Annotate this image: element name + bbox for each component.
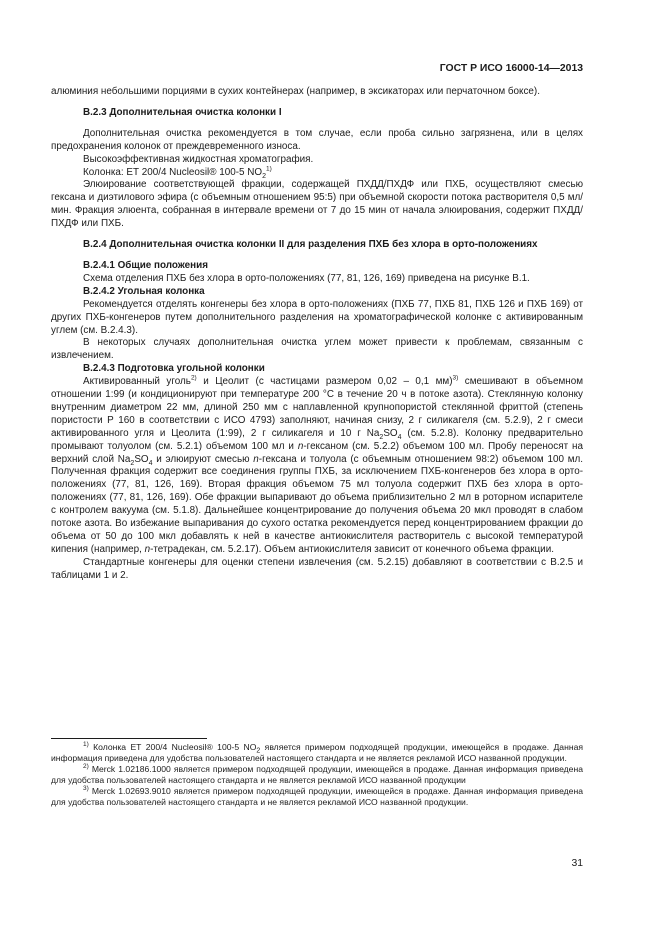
- b243-paragraph-2: Стандартные конгенеры для оценки степени извлечения (см. 5.2.15) добавляют в соответствии с В.2.5 и таблицами 1 и 2.: [51, 556, 583, 581]
- subscript: 4: [397, 433, 402, 441]
- subscript: 2: [130, 459, 135, 467]
- b23-paragraph-2: Высокоэффективная жидкостная хроматография.: [83, 153, 314, 165]
- text-run: -тетрадекан, см. 5.2.17). Объем антиокислителя зависит от конечного объема фракции.: [150, 543, 554, 555]
- column-text: Колонка: ЕТ 200/4 Nucleosil® 100-5 NO: [83, 166, 263, 178]
- subscript: 2: [262, 172, 266, 180]
- footnotes: [51, 742, 583, 808]
- footnote-text: Колонка ЕТ 200/4 Nucleosil® 100-5 NO: [88, 742, 257, 752]
- footnote-text: Merck 1.02693.9010 является примером подходящей продукции, имеющейся в продаже. Данная информация приведена для удобства пользователей настоящего стандарта и не является рекламой ИСО названной продукции.: [51, 786, 583, 807]
- b23-paragraph-1: Дополнительная очистка рекомендуется в том случае, если проба сильно загрязнена, или в целях предохранения колонок от преждевременного износа.: [51, 127, 583, 152]
- text-run: (см. 5.2.8). Колонку предварительно промывают толуолом (см. 5.2.1) объемом 100 мл и: [51, 427, 583, 452]
- footnote-mark: 3): [83, 785, 89, 793]
- italic-n: n: [297, 440, 304, 452]
- section-b24-heading: В.2.4 Дополнительная очистка колонки II для разделения ПХБ без хлора в орто-положениях: [83, 239, 538, 251]
- footnote-3: [51, 786, 583, 808]
- b243-paragraph-1: [51, 376, 583, 557]
- text-run: и элюируют смесью: [152, 453, 254, 465]
- footnote-divider: [51, 738, 207, 739]
- section-b23-heading: В.2.3 Дополнительная очистка колонки I: [83, 106, 282, 118]
- section-b243-heading: В.2.4.3 Подготовка угольной колонки: [83, 363, 265, 375]
- section-b241-heading: В.2.4.1 Общие положения: [83, 259, 208, 271]
- footnote-2: [51, 764, 583, 786]
- footnote-text: является примером подходящей продукции, имеющейся в продаже. Данная информация приведена для удобства пользователей настоящего стандарта и не является рекламой ИСО названной продукции.: [51, 742, 584, 763]
- b241-paragraph: Схема отделения ПХБ без хлора в орто-положениях (77, 81, 126, 169) приведена на рисунке В.1.: [83, 272, 530, 284]
- footnote-1: [51, 742, 583, 764]
- footnote-ref: 2): [190, 374, 197, 382]
- section-b242-heading: В.2.4.2 Угольная колонка: [83, 285, 205, 297]
- subscript: 2: [379, 433, 384, 441]
- text-run: и Цеолит (с частицами размером 0,02 – 0,1 мм): [196, 376, 453, 388]
- text-run: смешивают в объемном отношении 1:99 (и кондиционируют при температуре 200 °С в течение 20 ч в потоке азота). Стеклянную колонку внутренним диаметром 22 мм, длиной 250 мм с наплавленной крупнопористой стеклянной фриттой (степень пористости Р 160 в соответствии с ИСО 4793) заполняют, начиная снизу, 2 г силикагеля (см. 5.2.9), 2 г смеси активированного угля и Цеолита (1:99), 2 г силикагеля и 10 г Na: [51, 376, 583, 439]
- italic-n: n: [144, 543, 151, 555]
- subscript: 4: [148, 459, 153, 467]
- text-run: -гексана и толуола (с объемным отношением 98:2) объемом 100 мл. Полученная фракция содержит все соединения группы ПХБ, за исключением ПХБ-конгенеров без хлора в орто-положениях (77, 81, 126, 169). Вторая фракция объемом 75 мл толуола содержит ПХБ без хлора в орто-положениях (77, 81, 126, 169). Обе фракции выпаривают до объема приблизительно 2 мл в роторном испарителе с контролем вакуума (см. 5.1.8). Дальнейшее концентрирование до получения объема 20 мкл проводят в слабом потоке азота. Во избежание выпаривания до сухого остатка рекомендуется перед концентрированием фракции до объема от 50 до 100 мкл добавлять к ней в качестве антиокислителя растворитель с высокой температурой кипения (например,: [51, 453, 583, 555]
- subscript: 2: [256, 747, 261, 755]
- page-content: [51, 86, 583, 583]
- footnote-ref: 3): [452, 374, 459, 382]
- b23-paragraph-4: Элюирование соответствующей фракции, содержащей ПХДД/ПХДФ или ПХБ, осуществляют смесью гексана и диэтилового эфира (с объемным отношением 95:5) при объемной скорости потока растворителя 0,5 мл/мин. Фракция элюента, собранная в интервале времени от 7 до 15 мин от начала элюирования, содержит ПХДД/ПХДФ или ПХБ.: [51, 179, 583, 230]
- footnote-mark: 2): [83, 763, 89, 771]
- footnote-text: Merck 1.02186.1000 является примером подходящей продукции, имеющейся в продаже. Данная информация приведена для удобства пользователей настоящего стандарта и не является рекламой ИСО названной продукции: [51, 764, 583, 785]
- b242-paragraph-1: Рекомендуется отделять конгенеры без хлора в орто-положениях (ПХБ 77, ПХБ 81, ПХБ 126 и ПХБ 169) от других ПХБ-конгенеров путем дополнительного разделения на хроматографической колонке с активированным углем (см. В.2.4.3).: [51, 298, 583, 336]
- italic-n: n: [253, 453, 259, 465]
- footnote-ref: 1): [265, 165, 272, 173]
- footnote-mark: 1): [83, 741, 89, 749]
- b242-paragraph-2: В некоторых случаях дополнительная очистка углем может привести к проблемам, связанным с извлечением.: [51, 337, 583, 362]
- text-run: Активированный уголь: [83, 376, 191, 388]
- text-run: SO: [383, 427, 398, 439]
- standard-code-header: ГОСТ Р ИСО 16000-14—2013: [439, 63, 583, 74]
- page-number: 31: [571, 858, 583, 869]
- text-run: -гексаном (см. 5.2.2) объемом 100 мл. Пробу переносят на верхний слой Na: [51, 440, 583, 465]
- continued-paragraph: алюминия небольшими порциями в сухих контейнерах (например, в эксикаторах или перчаточном боксе).: [51, 86, 540, 97]
- text-run: SO: [134, 453, 149, 465]
- b23-column-line: [51, 167, 583, 180]
